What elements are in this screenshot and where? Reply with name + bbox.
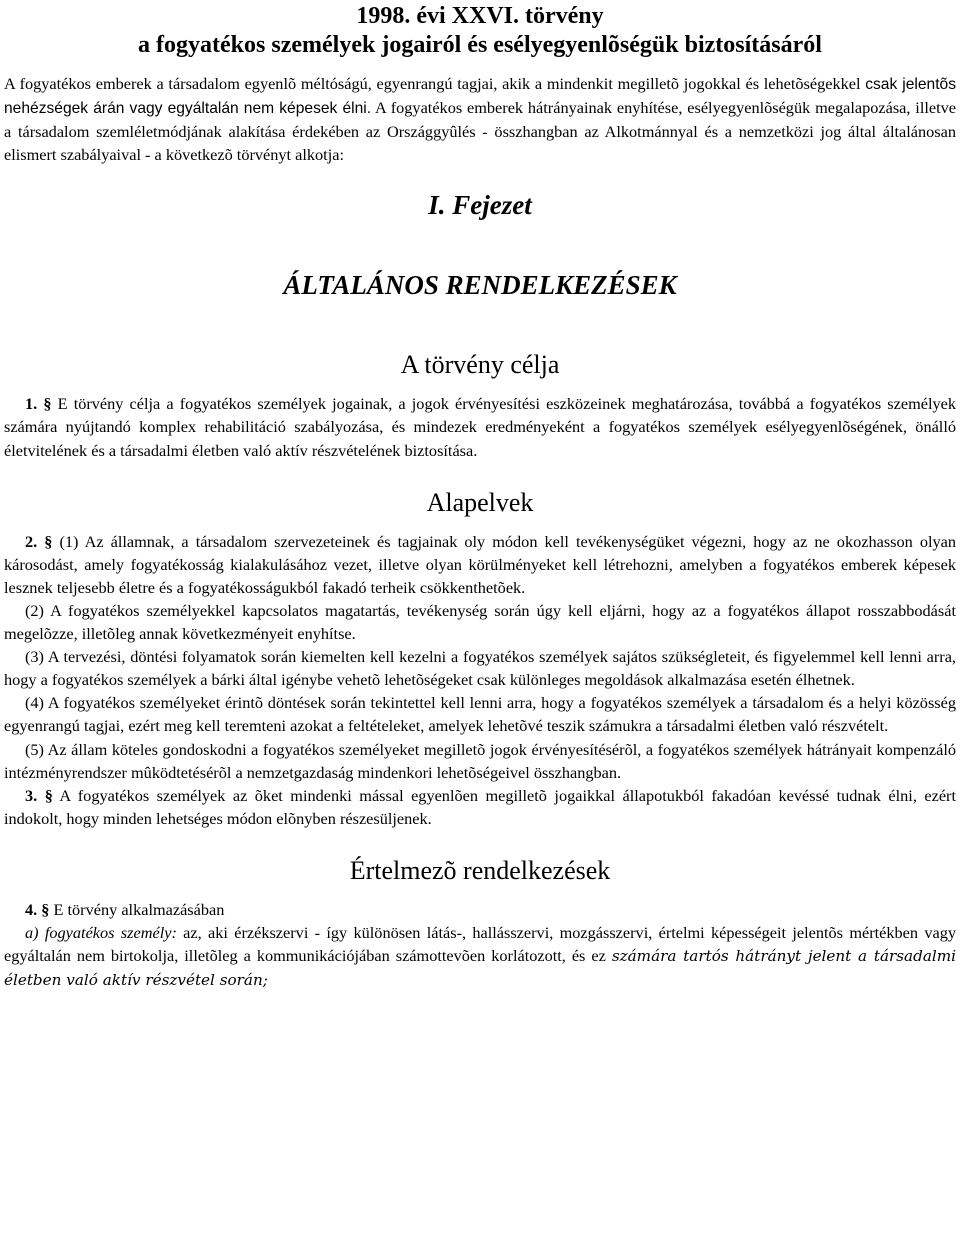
paragraph-1-number: 1.: [25, 394, 38, 414]
paragraph-2-number: 2.: [25, 531, 38, 551]
definition-text-2: számára tartós hátrányt jelent a társadalmi életben való aktív részvétel során;: [4, 947, 956, 990]
chapter-title: ÁLTALÁNOS RENDELKEZÉSEK: [283, 270, 677, 301]
paragraph-3-number: 3.: [25, 785, 38, 805]
paragraph-2-1-text: (1) Az államnak, a társadalom szervezeteinek és tagjainak oly módon kell tevékenységüket végezni, hogy az ne okozhasson olyan károsodást, amely fogyatékosság kialakulásához vezet, illetve olyan körülményeket kell létrehozni, amelyben a fogyatékos emberek képesek lesznek teljesebb életre és a fogyatékosságukból fakadó terheik csökkenthetõek.: [4, 531, 956, 597]
paragraph-2-2: (2) A fogyatékos személyekkel kapcsolatos magatartás, tevékenység során úgy kell eljárni, hogy az a fogyatékos állapot rosszabbodását megelõzze, illetõleg annak következményeit enyhítse.: [4, 600, 956, 644]
definition-term-disabled-person: a) fogyatékos személy:: [25, 922, 177, 942]
paragraph-1-text: E törvény célja a fogyatékos személyek jogainak, a jogok érvényesítési eszközeinek meghatározása, továbbá a fogyatékos személyek számára nyújtandó komplex rehabilitáció szabályozása, és mindezek eredményeként a fogyatékos személyek esélyegyenlõségének, önálló életvitelének és a társadalmi életben való aktív részvételének biztosítása.: [4, 394, 957, 460]
section-title-purpose: A törvény célja: [400, 350, 560, 380]
preamble-part-1: A fogyatékos emberek a társadalom egyenlõ méltóságú, egyenrangú tagjai, akik a mindenkit megilletõ jogokkal és lehetõségekkel: [4, 74, 866, 93]
chapter-number: I. Fejezet: [428, 190, 532, 221]
law-title: a fogyatékos személyek jogairól és esélyegyenlõségük biztosításáról: [138, 32, 822, 58]
definition-text-1: az, aki érzékszervi - így különösen látás-, hallásszervi, mozgásszervi, értelmi képességeit jelentõs mértékben vagy egyáltalán nem birtokolja, illetõleg a kommunikációjában számottevõen korlátozott, és ez: [4, 922, 956, 966]
section-title-definitions: Értelmezõ rendelkezések: [349, 855, 611, 885]
paragraph-2-5: (5) Az állam köteles gondoskodni a fogyatékos személyeket megilletõ jogok érvényesítésérõl, a fogyatékos személyek hátrányait kompenzáló intézményrendszer mûködtetésérõl a nemzetgazdaság mindenkori lehetõségeivel összhangban.: [4, 739, 956, 782]
paragraph-2-1: [4, 530, 956, 599]
paragraph-2-3: (3) A tervezési, döntési folyamatok során kiemelten kell kezelni a fogyatékos személyek sajátos szükségleteit, és figyelemmel kell lenni arra, hogy a fogyatékos személyek a bárki által igénybe vehetõ lehetõségeket csak különleges megoldások alkalmazása esetén élhetnek.: [4, 647, 956, 690]
paragraph-3: [4, 784, 956, 830]
section-sign: §: [44, 531, 53, 551]
section-sign: §: [43, 394, 52, 414]
law-number: 1998. évi XXVI. törvény: [356, 3, 604, 29]
paragraph-1: [4, 392, 956, 461]
paragraph-2-4: (4) A fogyatékos személyeket érintõ döntések során tekintettel kell lenni arra, hogy a fogyatékos személyek a társadalom és a helyi közösség egyenrangú tagjai, ezért meg kell teremteni azokat a feltételeket, amelyek lehetõvé teszik számukra a társadalmi életben való részvételt.: [4, 693, 956, 736]
paragraph-4-a: [4, 921, 956, 992]
preamble-part-2: csak jelentõs nehézségek árán vagy egyáltalán nem képesek élni.: [4, 76, 956, 118]
section-sign: §: [44, 785, 53, 805]
section-sign: §: [41, 899, 50, 919]
section-title-principles: Alapelvek: [426, 487, 534, 517]
paragraph-4-number: 4.: [25, 899, 38, 919]
paragraph-4: [4, 898, 956, 921]
preamble: [4, 72, 956, 166]
paragraph-3-text: A fogyatékos személyek az õket mindenki mással egyenlõen megilletõ jogaikkal állapotukból fakadóan kevéssé tudnak élni, ezért indokolt, hogy minden lehetséges módon elõnyben részesüljenek.: [4, 785, 956, 828]
preamble-part-3: A fogyatékos emberek hátrányainak enyhítése, esélyegyenlõségük megalapozása, illetve a társadalom szemléletmódjának alakítása érdekében az Országgyûlés - összhangban az Alkotmánnyal és a nemzetközi jog által általánosan elismert szabályaival - a következõ törvényt alkotja:: [4, 98, 956, 165]
paragraph-4-text: E törvény alkalmazásában: [49, 899, 225, 919]
